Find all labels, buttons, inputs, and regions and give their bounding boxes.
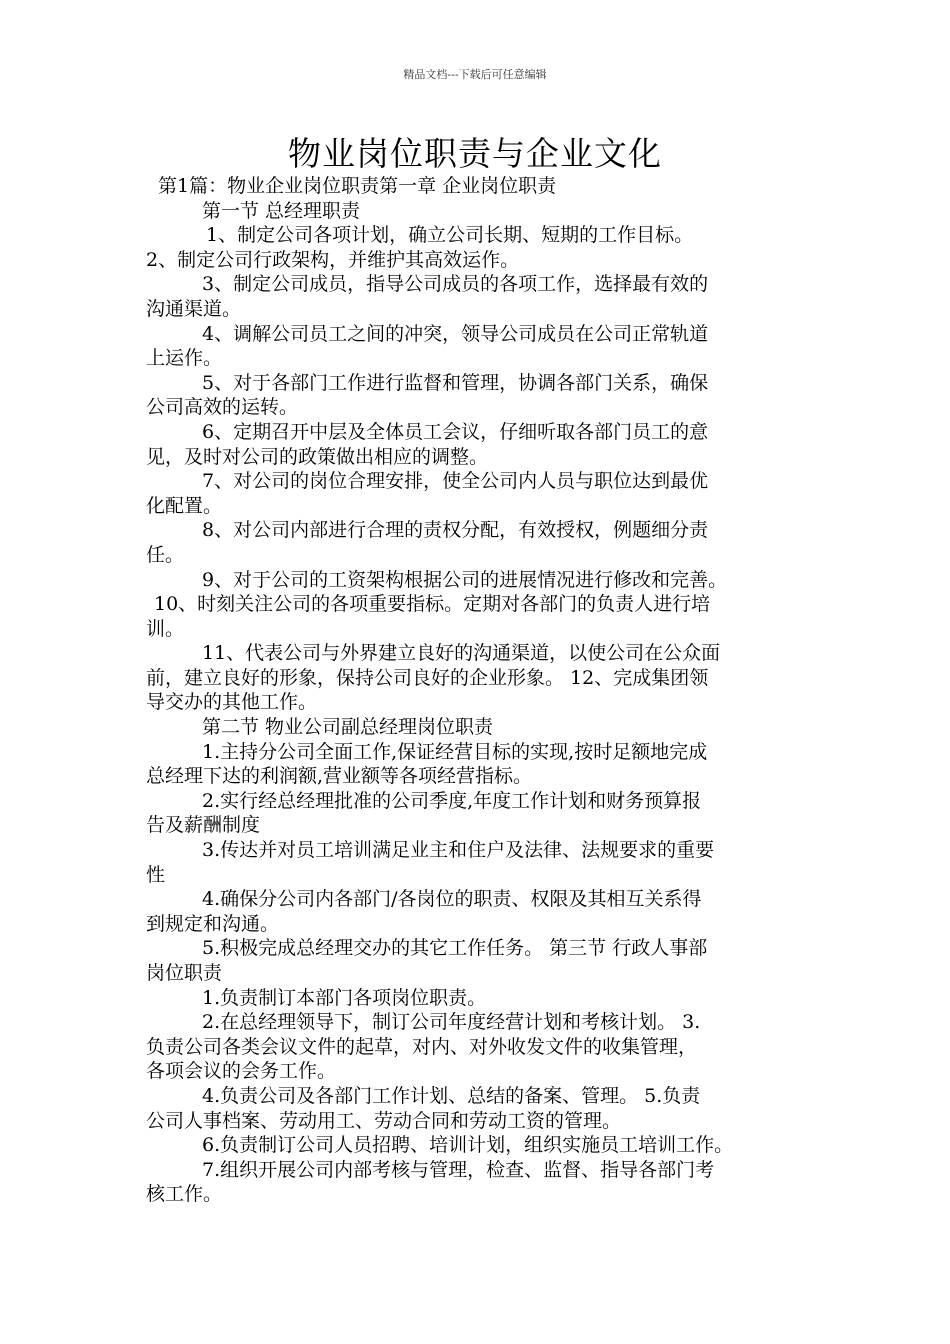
paragraph-line: 8、对公司内部进行合理的责权分配，有效授权，例题细分责 bbox=[202, 519, 709, 542]
paragraph-line: 告及薪酬制度 bbox=[146, 814, 261, 837]
paragraph-line: 各项会议的会务工作。 bbox=[146, 1060, 337, 1083]
paragraph-line: 上运作。 bbox=[146, 347, 223, 370]
paragraph-line: 性 bbox=[146, 863, 166, 886]
section-heading: 第二节 物业公司副总经理岗位职责 bbox=[202, 716, 494, 739]
paragraph-line: 化配置。 bbox=[146, 494, 223, 517]
paragraph-line: 6、定期召开中层及全体员工会议，仔细听取各部门员工的意 bbox=[202, 420, 709, 443]
paragraph-line: 导交办的其他工作。 bbox=[146, 691, 318, 714]
paragraph-line: 3.传达并对员工培训满足业主和住户及法律、法规要求的重要 bbox=[202, 839, 715, 862]
paragraph-line: 9、对于公司的工资架构根据公司的进展情况进行修改和完善。 bbox=[202, 568, 728, 591]
header-watermark: 精品文档---下载后可任意编辑 bbox=[403, 68, 547, 81]
paragraph-line: 5.积极完成总经理交办的其它工作任务。 第三节 行政人事部 bbox=[202, 937, 708, 960]
paragraph-line: 岗位职责 bbox=[146, 962, 223, 984]
paragraph-line: 5、对于各部门工作进行监督和管理，协调各部门关系，确保 bbox=[202, 371, 709, 394]
paragraph-line: 训。 bbox=[146, 617, 185, 640]
paragraph-line: 见，及时对公司的政策做出相应的调整。 bbox=[146, 445, 489, 468]
paragraph-line: 核工作。 bbox=[146, 1183, 223, 1206]
paragraph-line: 沟通渠道。 bbox=[146, 297, 242, 320]
paragraph-line: 负责公司各类会议文件的起草，对内、对外收发文件的收集管理， bbox=[146, 1035, 698, 1058]
paragraph-line: 到规定和沟通。 bbox=[146, 912, 280, 935]
paragraph-line: 2.在总经理领导下，制订公司年度经营计划和考核计划。 3. bbox=[202, 1011, 701, 1034]
paragraph-line: 11、代表公司与外界建立良好的沟通渠道，以使公司在公众面 bbox=[202, 642, 721, 665]
document-body bbox=[146, 174, 812, 1207]
paragraph-line: 任。 bbox=[146, 543, 185, 566]
paragraph-line: 4.负责公司及各部门工作计划、总结的备案、管理。 5.负责 bbox=[202, 1084, 701, 1107]
document-title: 物业岗位职责与企业文化 bbox=[288, 134, 662, 173]
paragraph-line: 公司人事档案、劳动用工、劳动合同和劳动工资的管理。 bbox=[146, 1109, 622, 1132]
paragraph-line: 1.负责制订本部门各项岗位职责。 bbox=[202, 986, 487, 1009]
paragraph-line: 1.主持分公司全面工作,保证经营目标的实现,按时足额地完成 bbox=[202, 740, 708, 763]
section-heading: 第一节 总经理职责 bbox=[202, 199, 361, 222]
chapter-heading: 第1篇：物业企业岗位职责第一章 企业岗位职责 bbox=[158, 175, 557, 197]
paragraph-line: 7、对公司的岗位合理安排，使全公司内人员与职位达到最优 bbox=[202, 470, 709, 493]
paragraph-line: 7.组织开展公司内部考核与管理，检查、监督、指导各部门考 bbox=[202, 1158, 715, 1181]
paragraph-line: 1、制定公司各项计划，确立公司长期、短期的工作目标。 bbox=[206, 224, 694, 247]
paragraph-line: 前，建立良好的形象，保持公司良好的企业形象。 12、完成集团领 bbox=[146, 666, 709, 689]
paragraph-line: 2.实行经总经理批准的公司季度,年度工作计划和财务预算报 bbox=[202, 789, 702, 812]
paragraph-line: 公司高效的运转。 bbox=[146, 396, 299, 419]
paragraph-line: 4.确保分公司内各部门/各岗位的职责、权限及其相互关系得 bbox=[202, 888, 702, 911]
paragraph-line: 4、调解公司员工之间的冲突，领导公司成员在公司正常轨道 bbox=[202, 322, 709, 345]
paragraph-line: 10、时刻关注公司的各项重要指标。定期对各部门的负责人进行培 bbox=[154, 593, 711, 616]
paragraph-line: 总经理下达的利润额,营业额等各项经营指标。 bbox=[146, 765, 533, 788]
paragraph-line: 3、制定公司成员，指导公司成员的各项工作，选择最有效的 bbox=[202, 273, 709, 296]
paragraph-line: 6.负责制订公司人员招聘、培训计划，组织实施员工培训工作。 bbox=[202, 1134, 734, 1157]
paragraph-line: 2、制定公司行政架构，并维护其高效运作。 bbox=[146, 248, 520, 271]
